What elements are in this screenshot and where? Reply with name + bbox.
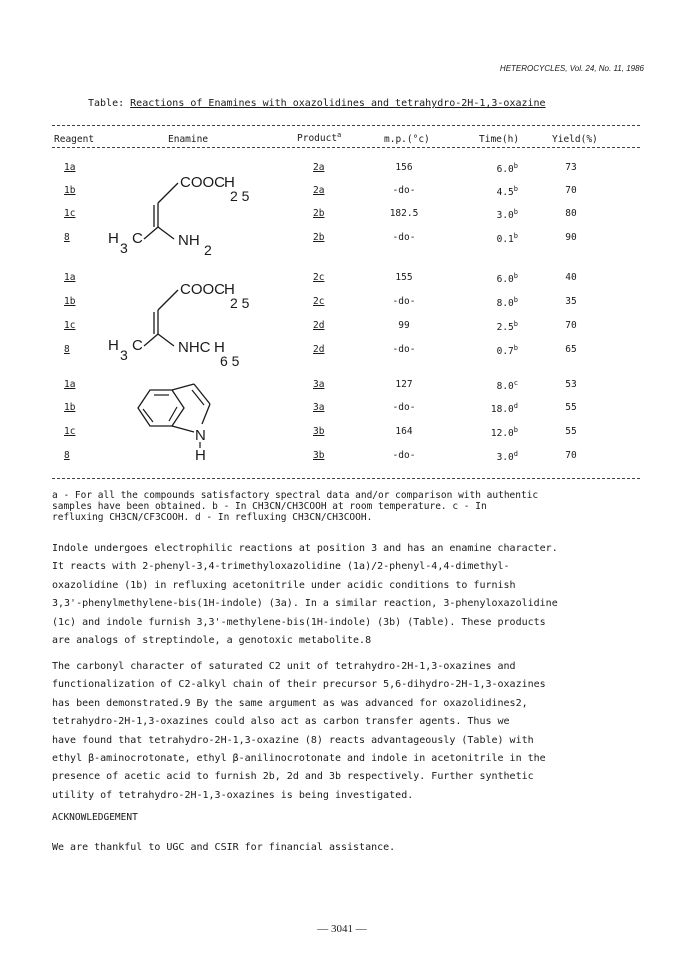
cell-yield: 55: [565, 402, 577, 413]
cell-reagent: 1c: [64, 320, 76, 331]
text-line: 3,3'-phenylmethylene-bis(1H-indole) (3a). In a similar reaction, 3-phenyloxazolidine: [52, 598, 558, 610]
cell-yield: 90: [565, 232, 577, 243]
cell-mp: 99: [398, 320, 410, 331]
cell-product: 2d: [313, 344, 325, 355]
journal-header: HETEROCYCLES, Vol. 24, No. 11, 1986: [499, 64, 644, 73]
svg-text:C: C: [132, 230, 143, 247]
text-line: It reacts with 2-phenyl-3,4-trimethyloxazolidine (1a)/2-phenyl-4,4-dimethyl-: [52, 561, 510, 573]
svg-text:2: 2: [204, 242, 212, 258]
s1-h3c-label: H: [108, 230, 119, 247]
ack-text: We are thankful to UGC and CSIR for financial assistance.: [52, 842, 396, 853]
structure-aminocrotonate: [100, 165, 270, 265]
cell-time: 0.1$^b$: [496, 232, 518, 246]
cell-reagent: 1b: [64, 402, 76, 413]
cell-mp: 164: [395, 426, 413, 437]
cell-yield: 80: [565, 208, 577, 219]
svg-text:H: H: [224, 174, 235, 191]
cell-mp: 155: [395, 272, 413, 283]
cell-mp: 156: [395, 162, 413, 173]
table-bottom-rule: [52, 478, 640, 479]
cell-product: 2c: [313, 272, 325, 283]
cell-yield: 65: [565, 344, 577, 355]
cell-product: 2b: [313, 208, 325, 219]
cell-reagent: 1b: [64, 296, 76, 307]
cell-mp: -do-: [392, 296, 416, 307]
cell-yield: 73: [565, 162, 577, 173]
cell-time: 8.0$^b$: [496, 296, 518, 310]
ack-heading: ACKNOWLEDGEMENT: [52, 812, 138, 823]
text-line: (1c) and indole furnish 3,3'-methylene-bis(1H-indole) (3b) (Table). These products: [52, 616, 546, 628]
cell-reagent: 8: [64, 450, 70, 461]
cell-time: 0.7$^b$: [496, 344, 518, 358]
cell-reagent: 8: [64, 344, 70, 355]
svg-text:3: 3: [120, 240, 128, 256]
cell-yield: 55: [565, 426, 577, 437]
table-caption-prefix: Table:: [88, 98, 125, 109]
text-line: tetrahydro-2H-1,3-oxazines could also act as carbon transfer agents. Thus we: [52, 716, 510, 728]
cell-mp: -do-: [392, 232, 416, 243]
cell-time: 2.5$^b$: [496, 320, 518, 334]
cell-time: 6.0$^b$: [496, 162, 518, 176]
cell-time: 8.0$^c$: [496, 379, 518, 393]
cell-mp: -do-: [392, 450, 416, 461]
structure-anilinocrotonate: [100, 272, 270, 372]
text-line: have found that tetrahydro-2H-1,3-oxazine (8) reacts advantageously (Table) with: [52, 734, 534, 746]
s3-h-label: H: [195, 447, 206, 464]
cell-time: 12.0$^b$: [490, 426, 518, 440]
cell-mp: -do-: [392, 185, 416, 196]
cell-product: 2c: [313, 296, 325, 307]
text-line: utility of tetrahydro-2H-1,3-oxazines is being investigated.: [52, 789, 414, 801]
cell-product: 2d: [313, 320, 325, 331]
cell-product: 2a: [313, 162, 325, 173]
text-line: functionalization of C2-alkyl chain of their precursor 5,6-dihydro-2H-1,3-oxazines: [52, 679, 546, 691]
cell-product: 3a: [313, 402, 325, 413]
footnote-line-3: refluxing CH3CN/CF3COOH. d - In refluxing CH3CN/CH3COOH.: [52, 512, 373, 523]
cell-time: 18.0$^d$: [490, 402, 518, 416]
paragraph-oxazine: [52, 658, 652, 805]
col-header-yield: Yield(%): [552, 134, 598, 145]
cell-time: 4.5$^b$: [496, 185, 518, 199]
s1-amine-label: NH: [178, 232, 200, 249]
text-line: are analogs of streptindole, a genotoxic metabolite.8: [52, 635, 372, 647]
cell-yield: 35: [565, 296, 577, 307]
svg-text:2 5: 2 5: [230, 188, 250, 204]
col-header-product: Product$^a$: [297, 131, 342, 145]
cell-yield: 70: [565, 320, 577, 331]
cell-product: 2b: [313, 232, 325, 243]
cell-reagent: 1a: [64, 379, 76, 390]
s3-n-label: N: [195, 427, 206, 444]
text-line: Indole undergoes electrophilic reactions at position 3 and has an enamine character.: [52, 543, 558, 554]
s1-ester-label: COOC: [180, 174, 225, 191]
text-line: ethyl β-aminocrotonate, ethyl β-anilinocrotonate and indole in acetonitrile in the: [52, 753, 546, 765]
cell-mp: -do-: [392, 402, 416, 413]
cell-mp: -do-: [392, 344, 416, 355]
svg-text:H: H: [224, 281, 235, 298]
cell-reagent: 8: [64, 232, 70, 243]
cell-reagent: 1c: [64, 426, 76, 437]
cell-reagent: 1a: [64, 272, 76, 283]
cell-reagent: 1a: [64, 162, 76, 173]
cell-time: 3.0$^b$: [496, 208, 518, 222]
table-caption-text: Reactions of Enamines with oxazolidines and tetrahydro-2H-1,3-oxazine: [130, 98, 546, 109]
svg-text:2 5: 2 5: [230, 295, 250, 311]
svg-text:6 5: 6 5: [220, 353, 240, 369]
cell-time: 6.0$^b$: [496, 272, 518, 286]
cell-product: 2a: [313, 185, 325, 196]
footnote-line-1: a - For all the compounds satisfactory spectral data and/or comparison with authentic: [52, 490, 539, 501]
cell-product: 3a: [313, 379, 325, 390]
svg-text:C: C: [132, 337, 143, 354]
col-header-enamine: Enamine: [168, 134, 209, 145]
col-header-reagent: Reagent: [54, 134, 95, 145]
col-header-mp: m.p.(°c): [384, 134, 430, 145]
cell-mp: 182.5: [389, 208, 419, 219]
paragraph-indole: [52, 540, 652, 650]
cell-yield: 70: [565, 185, 577, 196]
text-line: has been demonstrated.9 By the same argument as was advanced for oxazolidines2,: [52, 697, 528, 709]
s2-ester-label: COOC: [180, 281, 225, 298]
cell-mp: 127: [395, 379, 413, 390]
cell-product: 3b: [313, 426, 325, 437]
cell-yield: 53: [565, 379, 577, 390]
page-number: — 3041 —: [317, 923, 367, 935]
cell-reagent: 1c: [64, 208, 76, 219]
cell-yield: 40: [565, 272, 577, 283]
s2-anilino-label: NHC: [178, 339, 211, 356]
cell-yield: 70: [565, 450, 577, 461]
svg-text:H: H: [214, 339, 225, 356]
col-header-time: Time(h): [479, 134, 520, 145]
table-caption: [88, 98, 546, 109]
text-line: presence of acetic acid to furnish 2b, 2d and 3b respectively. Further synthetic: [52, 771, 534, 783]
footnote-line-2: samples have been obtained. b - In CH3CN/CH3COOH at room temperature. c - In: [52, 501, 487, 512]
table-top-rule: [52, 125, 640, 126]
cell-product: 3b: [313, 450, 325, 461]
cell-reagent: 1b: [64, 185, 76, 196]
svg-text:3: 3: [120, 347, 128, 363]
structure-indole: [132, 378, 242, 468]
s2-h3c-label: H: [108, 337, 119, 354]
table-header-rule: [52, 147, 640, 148]
text-line: The carbonyl character of saturated C2 unit of tetrahydro-2H-1,3-oxazines and: [52, 661, 516, 672]
cell-time: 3.0$^d$: [496, 450, 518, 464]
text-line: oxazolidine (1b) in refluxing acetonitrile under acidic conditions to furnish: [52, 579, 516, 591]
